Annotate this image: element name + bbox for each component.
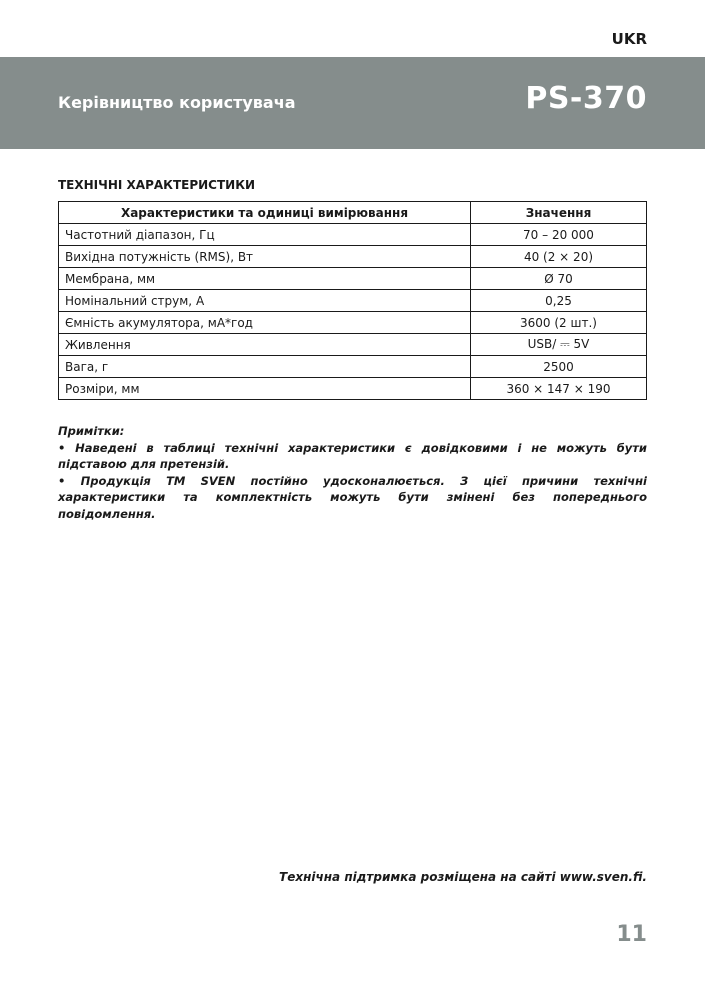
notes-block	[58, 423, 647, 522]
spec-value: 2500	[471, 356, 647, 378]
table-row	[59, 246, 647, 268]
spec-label: Живлення	[59, 334, 471, 356]
model-name: PS-370	[525, 81, 647, 116]
table-row	[59, 290, 647, 312]
notes-title: Примітки:	[58, 424, 125, 438]
column-header-characteristic: Характеристики та одиниці вимірювання	[59, 202, 471, 224]
spec-label: Вихідна потужність (RMS), Вт	[59, 246, 471, 268]
table-row	[59, 378, 647, 400]
header-banner	[0, 57, 705, 149]
table-header-row	[59, 202, 647, 224]
spec-value: 3600 (2 шт.)	[471, 312, 647, 334]
table-row	[59, 334, 647, 356]
spec-label: Мембрана, мм	[59, 268, 471, 290]
section-title: ТЕХНІЧНІ ХАРАКТЕРИСТИКИ	[58, 178, 256, 192]
specs-table	[58, 201, 647, 400]
spec-label: Номінальний струм, А	[59, 290, 471, 312]
spec-value: 0,25	[471, 290, 647, 312]
spec-value: Ø 70	[471, 268, 647, 290]
table-row	[59, 356, 647, 378]
table-row	[59, 312, 647, 334]
spec-value: 360 × 147 × 190	[471, 378, 647, 400]
manual-title: Керівництво користувача	[58, 93, 296, 112]
column-header-value: Значення	[471, 202, 647, 224]
page-number: 11	[616, 922, 647, 947]
spec-label: Вага, г	[59, 356, 471, 378]
table-row	[59, 268, 647, 290]
spec-value: 70 – 20 000	[471, 224, 647, 246]
spec-label: Частотний діапазон, Гц	[59, 224, 471, 246]
note-item: • Продукція ТМ SVEN постійно удосконалюється. З цієї причини технічні характеристики та комплектність можуть бути змінені без попереднього повідомлення.	[58, 473, 647, 521]
table-row	[59, 224, 647, 246]
spec-value: USB/ ⎓ 5V	[471, 334, 647, 356]
note-item: • Наведені в таблиці технічні характеристики є довідковими і не можуть бути підставою для претензій.	[58, 440, 647, 471]
language-code: UKR	[611, 30, 647, 48]
support-text: Технічна підтримка розміщена на сайті www.sven.fi.	[279, 870, 647, 884]
spec-label: Ємність акумулятора, мА*год	[59, 312, 471, 334]
spec-label: Розміри, мм	[59, 378, 471, 400]
spec-value: 40 (2 × 20)	[471, 246, 647, 268]
